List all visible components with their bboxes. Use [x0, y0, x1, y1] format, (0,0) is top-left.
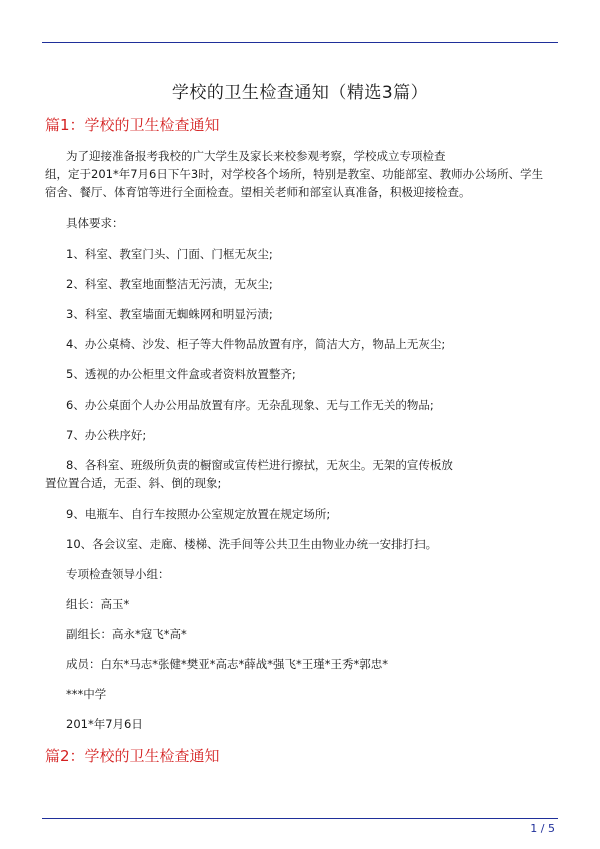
- group-leader: 组长：高玉*: [66, 597, 130, 611]
- footer-rule: [42, 818, 558, 819]
- requirements-label: 具体要求：: [66, 216, 124, 230]
- section-2-heading: 篇2：学校的卫生检查通知: [45, 747, 220, 765]
- document-title: 学校的卫生检查通知（精选3篇）: [171, 83, 429, 103]
- requirement-item-10: 10、各会议室、走廊、楼梯、洗手间等公共卫生由物业办统一安排打扫。: [66, 537, 438, 551]
- requirement-item-3: 3、科室、教室墙面无蜘蛛网和明显污渍;: [66, 307, 273, 321]
- requirement-item-7: 7、办公秩序好;: [66, 428, 147, 442]
- intro-line-2: 组，定于201*年7月6日下午3时，对学校各个场所，特别是教室、功能部室、教师办公场所、学生: [45, 167, 544, 181]
- group-members: 成员：白东*马志*张健*樊亚*高志*薛战*强飞*王瑾*王秀*郭忠*: [66, 657, 388, 671]
- intro-line-1: 为了迎接准备报考我校的广大学生及家长来校参观考察，学校成立专项检查: [66, 149, 446, 163]
- group-deputy: 副组长：高永*寇飞*高*: [66, 627, 187, 641]
- requirement-item-8-cont: 置位置合适，无歪、斜、倒的现象;: [45, 476, 222, 490]
- requirement-item-4: 4、办公桌椅、沙发、柜子等大件物品放置有序，简洁大方，物品上无灰尘;: [66, 337, 446, 351]
- requirement-item-2: 2、科室、教室地面整洁无污渍，无灰尘;: [66, 277, 273, 291]
- header-rule: [42, 42, 558, 43]
- requirement-item-5: 5、透视的办公柜里文件盒或者资料放置整齐;: [66, 367, 296, 381]
- requirement-item-6: 6、办公桌面个人办公用品放置有序。无杂乱现象、无与工作无关的物品;: [66, 398, 434, 412]
- page-number: 1 / 5: [530, 822, 555, 835]
- intro-line-3: 宿舍、餐厅、体育馆等进行全面检查。望相关老师和部室认真准备，积极迎接检查。: [45, 185, 471, 199]
- requirement-item-8: 8、各科室、班级所负责的橱窗或宣传栏进行擦拭，无灰尘。无架的宣传板放: [66, 458, 453, 472]
- group-label: 专项检查领导小组：: [66, 567, 170, 581]
- school-name: ***中学: [66, 687, 107, 701]
- notice-date: 201*年7月6日: [66, 717, 143, 731]
- requirement-item-1: 1、科室、教室门头、门面、门框无灰尘;: [66, 247, 273, 261]
- section-1-heading: 篇1：学校的卫生检查通知: [45, 116, 220, 134]
- requirement-item-9: 9、电瓶车、自行车按照办公室规定放置在规定场所;: [66, 507, 331, 521]
